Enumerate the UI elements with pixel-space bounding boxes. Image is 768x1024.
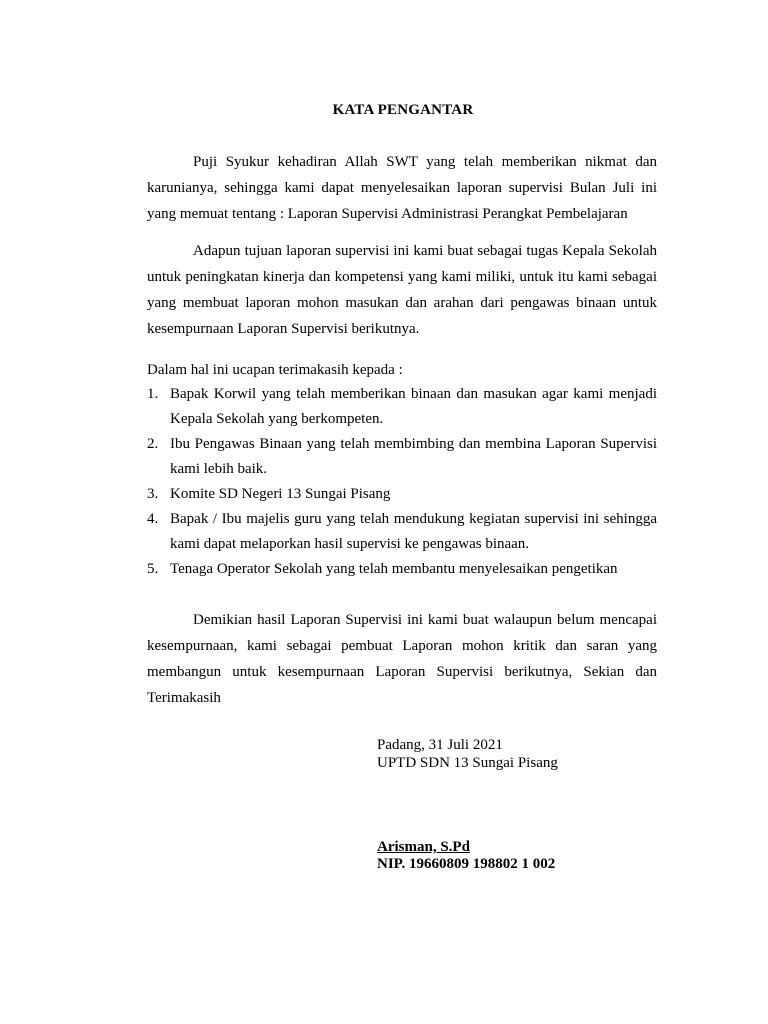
list-item-number: 3. — [147, 486, 159, 502]
list-item-number: 4. — [147, 511, 159, 527]
list-item-number: 1. — [147, 386, 159, 402]
document-title: KATA PENGANTAR — [332, 102, 474, 118]
paragraph-purpose-text: Adapun tujuan laporan supervisi ini kami buat sebagai tugas Kepala Sekolah untuk peningkatan kinerja dan kompetensi yang kami miliki, untuk itu kami sebagai yang membuat laporan mohon masukan dan arahan dari pengawas binaan untuk kesempurnaan Laporan Supervisi berikutnya. — [147, 243, 657, 337]
thanks-list — [147, 382, 657, 582]
list-item-text: Ibu Pengawas Binaan yang telah membimbing dan membina Laporan Supervisi kami lebih baik. — [170, 436, 657, 477]
list-item — [147, 432, 657, 482]
list-item-number: 2. — [147, 436, 159, 452]
paragraph-purpose — [147, 238, 657, 342]
signature-nip: NIP. 19660809 198802 1 002 — [377, 856, 556, 872]
thanks-intro: Dalam hal ini ucapan terimakasih kepada : — [147, 362, 403, 378]
list-item — [147, 507, 657, 557]
paragraph-opening-text: Puji Syukur kehadiran Allah SWT yang telah memberikan nikmat dan karunianya, sehingga kami dapat menyelesaikan laporan supervisi Bulan Juli ini yang memuat tentang : Laporan Supervisi Administrasi Perangkat Pembelajaran — [147, 154, 657, 222]
signature-name: Arisman, S.Pd — [377, 839, 470, 855]
signature-organization: UPTD SDN 13 Sungai Pisang — [377, 755, 558, 771]
list-item-text: Bapak / Ibu majelis guru yang telah mendukung kegiatan supervisi ini sehingga kami dapat melaporkan hasil supervisi ke pengawas binaan. — [170, 511, 657, 552]
list-item-text: Komite SD Negeri 13 Sungai Pisang — [170, 486, 391, 502]
list-item — [147, 382, 657, 432]
signature-place-date: Padang, 31 Juli 2021 — [377, 737, 503, 753]
list-item-text: Bapak Korwil yang telah memberikan binaan dan masukan agar kami menjadi Kepala Sekolah yang berkompeten. — [170, 386, 657, 427]
list-item-number: 5. — [147, 561, 159, 577]
paragraph-opening — [147, 149, 657, 227]
list-item-text: Tenaga Operator Sekolah yang telah membantu menyelesaikan pengetikan — [170, 561, 618, 577]
paragraph-closing-text: Demikian hasil Laporan Supervisi ini kami buat walaupun belum mencapai kesempurnaan, kami sebagai pembuat Laporan mohon kritik dan saran yang membangun untuk kesempurnaan Laporan Supervisi berikutnya, Sekian dan Terimakasih — [147, 612, 657, 706]
list-item — [147, 557, 657, 582]
paragraph-closing — [147, 607, 657, 711]
list-item — [147, 482, 657, 507]
